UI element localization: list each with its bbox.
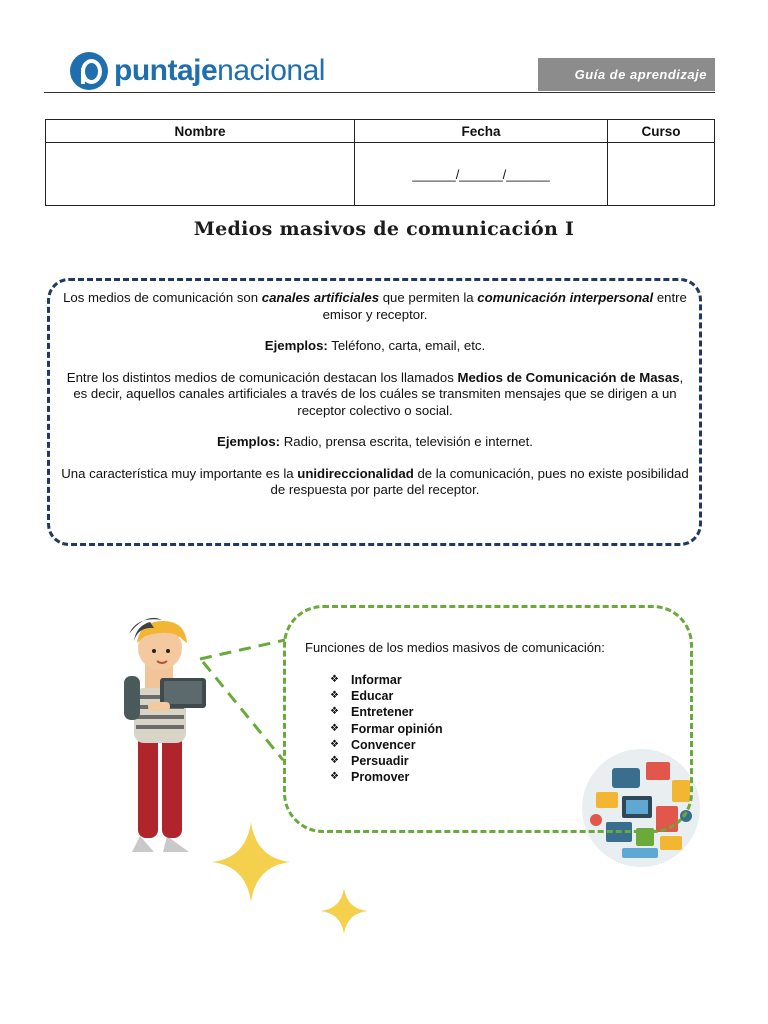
text-run: de la comunicación, pues no existe posibilidad de respuesta por parte del receptor.: [270, 465, 689, 497]
function-item-label: Informar: [351, 673, 402, 687]
diamond-bullet-icon: ❖: [330, 738, 339, 750]
term-medios-de-masas: Medios de Comunicación de Masas: [457, 369, 680, 385]
term-unidireccionalidad: unidireccionalidad: [297, 465, 414, 481]
document-title: Medios masivos de comunicación I: [193, 218, 575, 240]
sparkle-star-large: [212, 822, 290, 902]
text-run: Una característica muy importante es la: [61, 465, 298, 481]
examples-text: Radio, prensa escrita, televisión e internet.: [280, 434, 533, 449]
text-run: , es decir, aquellos canales artificiales a través de los cuáles se transmiten mensajes que se dirigen a un receptor colectivo o social.: [73, 369, 684, 418]
function-item-label: Convencer: [351, 737, 416, 752]
list-item: [330, 721, 443, 737]
list-item: [330, 672, 443, 688]
examples-label: Ejemplos:: [217, 434, 281, 449]
diamond-bullet-icon: ❖: [330, 755, 339, 767]
diamond-bullet-icon: ❖: [330, 771, 339, 783]
text-run: Los medios de comunicación son: [63, 290, 262, 305]
examples-text: Teléfono, carta, email, etc.: [327, 338, 486, 353]
function-item-label: Entretener: [351, 705, 414, 720]
function-item-label: Promover: [351, 770, 410, 785]
logo-text-part1: puntaje: [114, 54, 218, 87]
diamond-bullet-icon: ❖: [330, 722, 339, 734]
sparkle-star-small: [320, 888, 368, 934]
function-item-label: Formar opinión: [351, 721, 443, 736]
header-curso: Curso: [608, 120, 715, 143]
function-item-label: Persuadir: [351, 754, 409, 769]
list-item: [330, 753, 443, 769]
list-item: [330, 769, 443, 785]
term-canales-artificiales: canales artificiales: [261, 290, 380, 305]
examples-label: Ejemplos:: [264, 338, 328, 353]
text-run: Entre los distintos medios de comunicación destacan los llamados: [66, 369, 458, 385]
functions-title: Funciones de los medios masivos de comunicación:: [305, 640, 605, 655]
diamond-bullet-icon: ❖: [330, 690, 339, 702]
header-nombre: Nombre: [46, 120, 355, 143]
date-placeholder: ______/______/______: [412, 166, 550, 182]
logo-text-part2: nacional: [217, 54, 325, 87]
student-character-illustration: [124, 618, 206, 852]
header-fecha: Fecha: [355, 120, 608, 143]
text-run: que permiten la: [379, 290, 478, 305]
diamond-bullet-icon: ❖: [330, 674, 339, 685]
diamond-bullet-icon: ❖: [330, 706, 339, 718]
list-item: [330, 688, 443, 704]
function-item-label: Educar: [351, 689, 394, 704]
speech-bubble-tail: [200, 640, 285, 760]
list-item: [330, 704, 443, 720]
list-item: [330, 737, 443, 753]
term-comunicacion-interpersonal: comunicación interpersonal: [477, 290, 654, 305]
guide-label: Guía de aprendizaje: [538, 58, 715, 91]
functions-list: [330, 672, 443, 785]
text-run: entre emisor y receptor.: [322, 290, 687, 322]
